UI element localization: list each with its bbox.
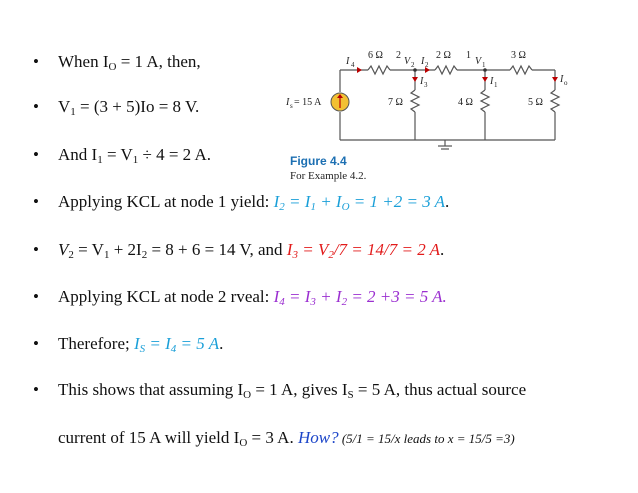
bullet-mark: • (33, 52, 39, 71)
bullet-mark: • (33, 334, 39, 353)
arrow-i3-icon (412, 77, 418, 82)
label-node-2: 2 (396, 50, 401, 61)
resistor-3ohm (510, 66, 532, 74)
svg-text:3: 3 (424, 81, 428, 89)
arrow-i4-icon (357, 67, 362, 73)
resistor-7ohm (411, 90, 419, 112)
bullet-mark: • (33, 240, 39, 259)
arrow-io-icon (552, 77, 558, 82)
svg-text:o: o (564, 79, 568, 87)
figure-subcaption: For Example 4.2. (290, 170, 367, 182)
bullet-mark: • (33, 192, 39, 211)
svg-text:1: 1 (494, 81, 498, 89)
resistor-4ohm (481, 90, 489, 112)
label-3ohm: 3 Ω (511, 50, 526, 61)
arrow-i1-icon (482, 77, 488, 82)
label-4ohm: 4 Ω (458, 97, 473, 108)
label-6ohm: 6 Ω (368, 50, 383, 61)
bullet-mark: • (33, 380, 39, 399)
label-i2: I (421, 56, 425, 67)
label-node-1: 1 (466, 50, 471, 61)
bullet-mark: • (33, 97, 39, 116)
label-v2: V (404, 56, 411, 67)
svg-text:4: 4 (351, 61, 355, 69)
bullet-mark: • (33, 287, 39, 306)
resistor-6ohm (368, 66, 390, 74)
circuit-diagram (280, 40, 610, 150)
label-i4: I (346, 56, 350, 67)
label-v1: V (475, 56, 482, 67)
resistor-2ohm (435, 66, 457, 74)
svg-text:s: s (290, 102, 293, 110)
resistor-5ohm (551, 90, 559, 112)
bullet-mark: • (33, 145, 39, 164)
label-5ohm: 5 Ω (528, 97, 543, 108)
svg-text:2: 2 (411, 61, 415, 69)
label-source-value: = 15 A (294, 97, 322, 108)
label-source-is: I (286, 97, 290, 108)
label-i1: I (490, 76, 494, 87)
svg-text:2: 2 (425, 61, 429, 69)
label-io: I (560, 74, 564, 85)
svg-text:1: 1 (482, 61, 486, 69)
label-i3: I (420, 76, 424, 87)
figure-caption: Figure 4.4 (290, 154, 347, 168)
label-2ohm: 2 Ω (436, 50, 451, 61)
label-7ohm: 7 Ω (388, 97, 403, 108)
